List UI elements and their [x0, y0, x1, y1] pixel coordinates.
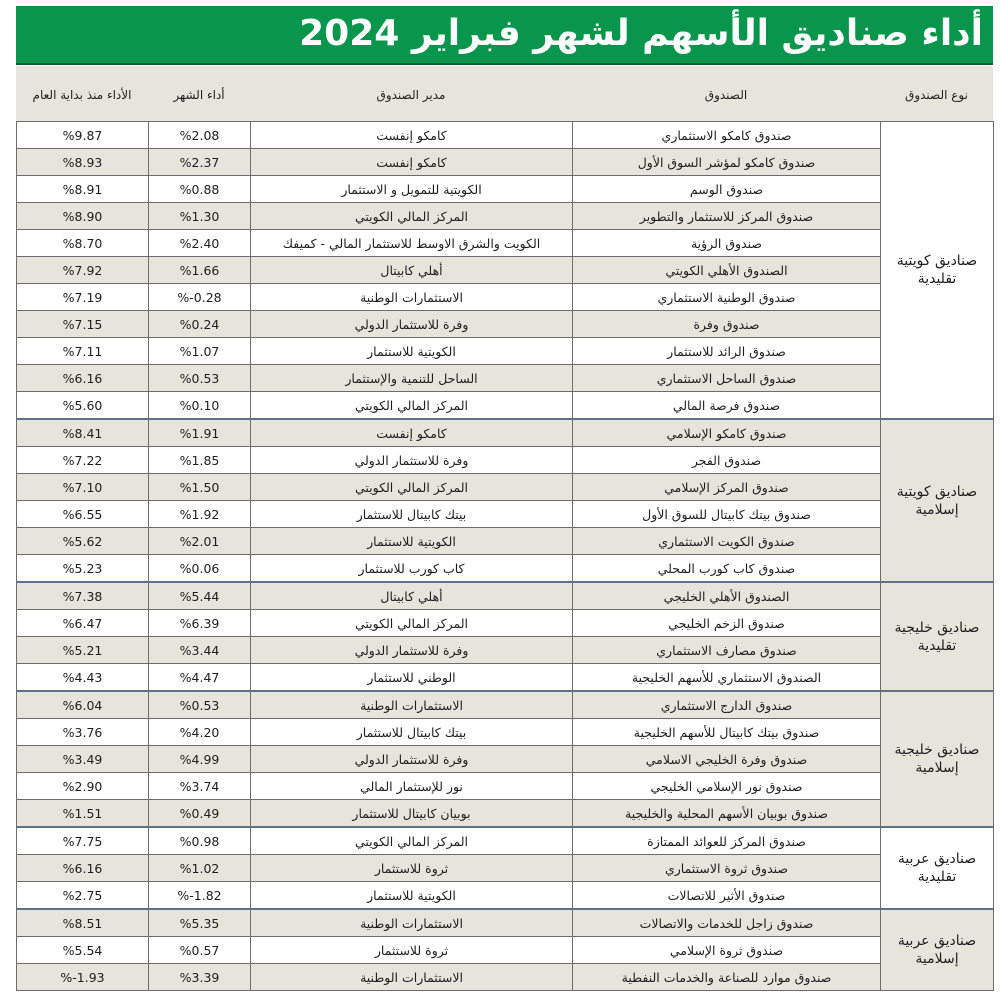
fund-manager-cell: أهلي كابيتال	[251, 582, 573, 610]
fund-manager-cell: الكويت والشرق الاوسط للاستثمار المالي - كميفك	[251, 230, 573, 257]
month-performance-cell: %4.20	[149, 719, 251, 746]
fund-manager-cell: وفرة للاستثمار الدولي	[251, 311, 573, 338]
table-row	[17, 800, 994, 828]
ytd-performance-cell: %7.22	[17, 447, 149, 474]
fund-name-cell: صندوق الفجر	[573, 447, 881, 474]
header-fund-type: نوع الصندوق	[905, 88, 968, 102]
fund-manager-cell: المركز المالي الكويتي	[251, 474, 573, 501]
fund-type-cell: صناديق خليجية إسلامية	[881, 691, 994, 827]
ytd-performance-cell: %6.16	[17, 855, 149, 882]
table-row	[17, 773, 994, 800]
fund-name-cell: صندوق الوطنية الاستثماري	[573, 284, 881, 311]
table-row	[17, 447, 994, 474]
fund-name-cell: صندوق الأثير للاتصالات	[573, 882, 881, 910]
fund-manager-cell: كامكو إنفست	[251, 419, 573, 447]
fund-name-cell: صندوق ثروة الاستثماري	[573, 855, 881, 882]
fund-manager-cell: بوبيان كابيتال للاستثمار	[251, 800, 573, 828]
ytd-performance-cell: %-1.93	[17, 964, 149, 991]
table-row	[17, 149, 994, 176]
fund-name-cell: صندوق نور الإسلامي الخليجي	[573, 773, 881, 800]
fund-manager-cell: ثروة للاستثمار	[251, 855, 573, 882]
fund-name-cell: الصندوق الأهلي الكويتي	[573, 257, 881, 284]
ytd-performance-cell: %4.43	[17, 664, 149, 692]
month-performance-cell: %2.01	[149, 528, 251, 555]
table-row	[17, 284, 994, 311]
month-performance-cell: %0.10	[149, 392, 251, 420]
table-row	[17, 555, 994, 583]
ytd-performance-cell: %8.93	[17, 149, 149, 176]
fund-type-cell: صناديق عربية تقليدية	[881, 827, 994, 909]
fund-manager-cell: المركز المالي الكويتي	[251, 203, 573, 230]
fund-manager-cell: ثروة للاستثمار	[251, 937, 573, 964]
month-performance-cell: %3.74	[149, 773, 251, 800]
fund-manager-cell: المركز المالي الكويتي	[251, 392, 573, 420]
ytd-performance-cell: %3.76	[17, 719, 149, 746]
ytd-performance-cell: %6.04	[17, 691, 149, 719]
ytd-performance-cell: %7.10	[17, 474, 149, 501]
month-performance-cell: %0.24	[149, 311, 251, 338]
ytd-performance-cell: %5.60	[17, 392, 149, 420]
fund-name-cell: صندوق الزخم الخليجي	[573, 610, 881, 637]
header-month-performance: أداء الشهر	[173, 88, 225, 102]
month-performance-cell: %1.30	[149, 203, 251, 230]
fund-manager-cell: الساحل للتنمية والإستثمار	[251, 365, 573, 392]
ytd-performance-cell: %5.54	[17, 937, 149, 964]
table-row	[17, 855, 994, 882]
table-row	[17, 528, 994, 555]
fund-manager-cell: بيتك كابيتال للاستثمار	[251, 501, 573, 528]
table-row	[17, 964, 994, 991]
fund-manager-cell: أهلي كابيتال	[251, 257, 573, 284]
fund-name-cell: صندوق كامكو الاستثماري	[573, 122, 881, 149]
ytd-performance-cell: %5.21	[17, 637, 149, 664]
fund-manager-cell: وفرة للاستثمار الدولي	[251, 637, 573, 664]
ytd-performance-cell: %3.49	[17, 746, 149, 773]
month-performance-cell: %1.85	[149, 447, 251, 474]
table-row	[17, 419, 994, 447]
fund-name-cell: صندوق المركز للعوائد الممتازة	[573, 827, 881, 855]
fund-name-cell: صندوق الكويت الاستثماري	[573, 528, 881, 555]
fund-manager-cell: الاستثمارات الوطنية	[251, 909, 573, 937]
ytd-performance-cell: %6.55	[17, 501, 149, 528]
fund-name-cell: صندوق الساحل الاستثماري	[573, 365, 881, 392]
fund-name-cell: الصندوق الأهلي الخليجي	[573, 582, 881, 610]
fund-name-cell: صندوق فرصة المالي	[573, 392, 881, 420]
month-performance-cell: %2.37	[149, 149, 251, 176]
month-performance-cell: %0.57	[149, 937, 251, 964]
fund-type-cell: صناديق كويتية تقليدية	[881, 122, 994, 420]
ytd-performance-cell: %8.90	[17, 203, 149, 230]
fund-manager-cell: نور للإستثمار المالي	[251, 773, 573, 800]
ytd-performance-cell: %6.47	[17, 610, 149, 637]
month-performance-cell: %6.39	[149, 610, 251, 637]
table-row	[17, 365, 994, 392]
fund-manager-cell: الاستثمارات الوطنية	[251, 691, 573, 719]
month-performance-cell: %2.40	[149, 230, 251, 257]
month-performance-cell: %0.53	[149, 691, 251, 719]
fund-manager-cell: وفرة للاستثمار الدولي	[251, 746, 573, 773]
page-title: أداء صناديق الأسهم لشهر فبراير 2024	[299, 13, 983, 54]
header-ytd-performance: الأداء منذ بداية العام	[32, 88, 132, 102]
fund-name-cell: صندوق المركز الإسلامي	[573, 474, 881, 501]
fund-name-cell: صندوق وفرة	[573, 311, 881, 338]
table-row	[17, 501, 994, 528]
fund-manager-cell: المركز المالي الكويتي	[251, 827, 573, 855]
fund-name-cell: صندوق الرائد للاستثمار	[573, 338, 881, 365]
funds-table	[16, 121, 994, 991]
table-row	[17, 122, 994, 149]
month-performance-cell: %0.53	[149, 365, 251, 392]
table-row	[17, 392, 994, 420]
month-performance-cell: %1.02	[149, 855, 251, 882]
column-header-row	[16, 66, 993, 121]
ytd-performance-cell: %2.75	[17, 882, 149, 910]
ytd-performance-cell: %5.62	[17, 528, 149, 555]
ytd-performance-cell: %1.51	[17, 800, 149, 828]
table-row	[17, 474, 994, 501]
header-manager: مدير الصندوق	[376, 88, 446, 102]
ytd-performance-cell: %5.23	[17, 555, 149, 583]
fund-type-cell: صناديق كويتية إسلامية	[881, 419, 994, 582]
ytd-performance-cell: %8.91	[17, 176, 149, 203]
ytd-performance-cell: %7.38	[17, 582, 149, 610]
ytd-performance-cell: %9.87	[17, 122, 149, 149]
fund-manager-cell: بيتك كابيتال للاستثمار	[251, 719, 573, 746]
fund-name-cell: الصندوق الاستثماري للأسهم الخليجية	[573, 664, 881, 692]
fund-name-cell: صندوق كامكو لمؤشر السوق الأول	[573, 149, 881, 176]
fund-type-cell: صناديق خليجية تقليدية	[881, 582, 994, 691]
table-row	[17, 827, 994, 855]
table-row	[17, 582, 994, 610]
table-row	[17, 176, 994, 203]
month-performance-cell: %5.44	[149, 582, 251, 610]
month-performance-cell: %0.06	[149, 555, 251, 583]
month-performance-cell: %0.49	[149, 800, 251, 828]
table-row	[17, 311, 994, 338]
ytd-performance-cell: %7.11	[17, 338, 149, 365]
fund-manager-cell: كامكو إنفست	[251, 149, 573, 176]
month-performance-cell: %-1.82	[149, 882, 251, 910]
table-row	[17, 937, 994, 964]
table-row	[17, 230, 994, 257]
table-row	[17, 882, 994, 910]
fund-manager-cell: الوطني للاستثمار	[251, 664, 573, 692]
fund-manager-cell: الكويتية للتمويل و الاستثمار	[251, 176, 573, 203]
fund-name-cell: صندوق بيتك كابيتال للأسهم الخليجية	[573, 719, 881, 746]
funds-table-body	[17, 122, 994, 991]
fund-manager-cell: وفرة للاستثمار الدولي	[251, 447, 573, 474]
month-performance-cell: %1.91	[149, 419, 251, 447]
fund-manager-cell: كامكو إنفست	[251, 122, 573, 149]
header-fund: الصندوق	[704, 88, 748, 102]
month-performance-cell: %5.35	[149, 909, 251, 937]
fund-name-cell: صندوق الدارج الاستثماري	[573, 691, 881, 719]
ytd-performance-cell: %2.90	[17, 773, 149, 800]
fund-manager-cell: الاستثمارات الوطنية	[251, 964, 573, 991]
fund-name-cell: صندوق ثروة الإسلامي	[573, 937, 881, 964]
fund-name-cell: صندوق موارد للصناعة والخدمات النفطية	[573, 964, 881, 991]
fund-name-cell: صندوق بوبيان الأسهم المحلية والخليجية	[573, 800, 881, 828]
fund-type-cell: صناديق عربية إسلامية	[881, 909, 994, 991]
table-row	[17, 637, 994, 664]
table-row	[17, 746, 994, 773]
month-performance-cell: %3.44	[149, 637, 251, 664]
month-performance-cell: %1.07	[149, 338, 251, 365]
ytd-performance-cell: %6.16	[17, 365, 149, 392]
fund-name-cell: صندوق الرؤية	[573, 230, 881, 257]
month-performance-cell: %0.98	[149, 827, 251, 855]
fund-manager-cell: الكويتية للاستثمار	[251, 528, 573, 555]
ytd-performance-cell: %8.51	[17, 909, 149, 937]
fund-manager-cell: الكويتية للاستثمار	[251, 338, 573, 365]
table-row	[17, 610, 994, 637]
ytd-performance-cell: %8.70	[17, 230, 149, 257]
fund-name-cell: صندوق كاب كورب المحلي	[573, 555, 881, 583]
fund-manager-cell: المركز المالي الكويتي	[251, 610, 573, 637]
month-performance-cell: %1.50	[149, 474, 251, 501]
table-row	[17, 203, 994, 230]
month-performance-cell: %4.47	[149, 664, 251, 692]
fund-manager-cell: كاب كورب للاستثمار	[251, 555, 573, 583]
month-performance-cell: %0.88	[149, 176, 251, 203]
fund-name-cell: صندوق كامكو الإسلامي	[573, 419, 881, 447]
fund-name-cell: صندوق المركز للاستثمار والتطوير	[573, 203, 881, 230]
ytd-performance-cell: %8.41	[17, 419, 149, 447]
month-performance-cell: %1.66	[149, 257, 251, 284]
fund-name-cell: صندوق زاجل للخدمات والاتصالات	[573, 909, 881, 937]
ytd-performance-cell: %7.15	[17, 311, 149, 338]
month-performance-cell: %3.39	[149, 964, 251, 991]
ytd-performance-cell: %7.92	[17, 257, 149, 284]
ytd-performance-cell: %7.75	[17, 827, 149, 855]
month-performance-cell: %4.99	[149, 746, 251, 773]
title-bar	[16, 6, 993, 65]
table-row	[17, 719, 994, 746]
fund-name-cell: صندوق مصارف الاستثماري	[573, 637, 881, 664]
fund-manager-cell: الكويتية للاستثمار	[251, 882, 573, 910]
table-row	[17, 257, 994, 284]
fund-name-cell: صندوق بيتك كابيتال للسوق الأول	[573, 501, 881, 528]
table-row	[17, 338, 994, 365]
month-performance-cell: %2.08	[149, 122, 251, 149]
fund-manager-cell: الاستثمارات الوطنية	[251, 284, 573, 311]
month-performance-cell: %-0.28	[149, 284, 251, 311]
table-row	[17, 664, 994, 692]
month-performance-cell: %1.92	[149, 501, 251, 528]
fund-name-cell: صندوق الوسم	[573, 176, 881, 203]
table-row	[17, 691, 994, 719]
ytd-performance-cell: %7.19	[17, 284, 149, 311]
table-row	[17, 909, 994, 937]
fund-name-cell: صندوق وفرة الخليجي الاسلامي	[573, 746, 881, 773]
